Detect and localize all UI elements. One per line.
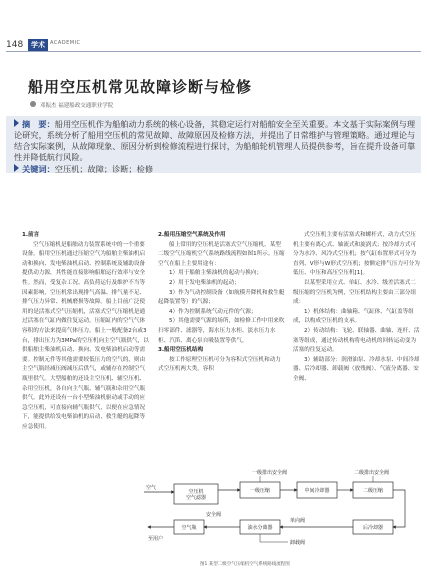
- stage1-label: 一级压缩: [249, 488, 271, 494]
- list-item: 1）用于船舶主柴油机的起动与换向；: [169, 270, 263, 277]
- flow-diagram: [140, 462, 422, 558]
- paragraph: 以某型采用立式、单缸、水冷、级差活塞式二级压缩的空压机为例，空压机结构主要由三部分组成：: [293, 279, 417, 306]
- air-inlet-label: 空气: [146, 485, 157, 491]
- abstract-box: [6, 116, 421, 173]
- intercooler-label: 中间冷却器: [304, 488, 330, 494]
- section-heading: 1.前言: [22, 232, 40, 238]
- aftercooler-label: 后冷却器: [362, 525, 384, 531]
- keywords-label: 关键词：: [22, 164, 55, 174]
- section-tag-en: ACADEMIC: [50, 40, 81, 46]
- author-icon: [30, 101, 36, 107]
- column-3: [293, 231, 421, 385]
- column-1: [22, 231, 150, 432]
- air-filter-label: 空压机空气滤器: [185, 489, 207, 501]
- figure-caption: 图1 某型二级空气压缩机空气系统路线流程图: [200, 562, 290, 567]
- list-item: 3）作为气动控制设备（如航模升降机和救生艇起降装置等）的气源；: [158, 289, 285, 306]
- keywords-body: 空压机；故障；诊断；检修: [54, 164, 154, 174]
- list-item: 5）其他需要气源的场所，如检修工作中用来吹扫零部件、滤器等，海水压力水柜、淡水压力水柜、汽笛、离心泵自吸装置等供气。: [158, 318, 285, 344]
- abstract-text: [14, 119, 418, 163]
- bullet-icon: [14, 119, 19, 127]
- relief-valve-label: 安全阀: [206, 512, 222, 518]
- list-item: 2）用于发电柴油机的起动；: [169, 279, 240, 286]
- paragraph: 船上常用的空压机是活塞式空气压缩机，某型二级空气压缩机空气系统路线流程如图1所示。压缩空气在船上主要用途有：: [158, 241, 285, 267]
- paragraph: 3）辅助部分：润滑油泵、冷却水泵、中间冷却器、后冷却器、卸载阀（放残阀）、气液分离器、安全阀、: [293, 356, 420, 382]
- air-bottle-label: 空气瓶: [181, 525, 197, 531]
- stage2-safety-label: 二级排出安全阀: [354, 470, 390, 476]
- section-tag: 学术: [28, 39, 48, 51]
- paragraph: 1）机体结构：曲轴箱、气缸体、气缸盖等组成，以构成空压机的支承。: [293, 308, 414, 325]
- column-2: [158, 231, 286, 375]
- paragraph: 式空压机主要有活塞式和螺杆式，动力式空压机主要有离心式、轴流式和旋涡式；按冷却方式可分为水冷、风冷式空压机；按气缸布置形式可分为直列、V形与W形式空压机；按额定排气压力可分为低压、中压和高压空压机[1]。: [293, 232, 420, 277]
- paragraph: 按工作原理空压机可分为容积式空压机和动力式空压机两大类，容积: [158, 356, 281, 373]
- article-title: 船用空压机常见故障诊断与检修: [28, 78, 253, 96]
- check-valve-label: 单向阀: [290, 518, 306, 524]
- bullet-icon: [14, 164, 19, 172]
- abstract-body: 船用空压机作为船舶动力系统的核心设备，其稳定运行对船舶安全至关重要。本文基于实际案例与理论研究，系统分析了船用空压机的常见故障、故障原因及检修方法，并提出了日常维护与管理策略。通过理论与结合实际案例，从故障现象、原因分析到检修流程进行探讨，为船舶轮机管理人员提供参考，旨在提升设备可靠性并降低航行风险。: [14, 119, 416, 162]
- section-heading: 3.船用空压机结构: [158, 347, 204, 354]
- keywords: [14, 164, 153, 175]
- stage2-label: 二级压缩: [362, 488, 384, 494]
- paragraph: 空气压缩机是船舶动力装置系统中的一个重要设备。船用空压机通过压缩空气为船舶主柴油机启动和换向、发电柴油机启动、控制系统及辅助设备提供动力源，其性能直接影响船舶运行效率与安全性。然而，受复杂工况、高负荷运行及维护不当等因素影响，空压机常出现排气高温、排气量不足、排气压力异常、机械磨损等故障。船上目前广泛使用的是活塞式空气压缩机，活塞式空气压缩机是通过活塞在气缸内做往复运动，压缩缸内的空气气体容积的方法来提高气体压力。船上一般配备2台或3台，排出压力为3MPa的空压机向主空气瓶供气，以供船舶主柴油机启动、换向、发电柴油机启动等需要。控制元件等其他需要较低压力的空气的，则由主空气瓶经减压阀减压后供气，或辅存在控制空气瓶里供气。大型船舶的还设主空压机、辅空压机、杂用空压机，各自向主气瓶、辅气瓶和杂用空气瓶供气。此外还设有一台小型柴油机驱动或手动的应急空压机，可直接向辅气瓶供气，以便在应急情况下，能提供给发电柴油机的启动，救生艇的起降等应急使用。: [22, 241, 149, 430]
- article-author: 邓振杰 福建船政交通职业学院: [40, 103, 114, 109]
- unload-valve-label: 卸载阀: [290, 540, 306, 546]
- paragraph: 2）传动结构：飞轮、联轴器、曲轴、连杆、活塞等组成，通过传动机构将电动机的回转运动变为活塞的往复运动。: [293, 327, 420, 354]
- list-item: 4）作为控制系统气动元件的气源；: [169, 308, 257, 315]
- abstract-label: 摘 要：: [22, 119, 55, 129]
- stage1-safety-label: 一级排出安全阀: [252, 470, 288, 476]
- oil-water-sep-label: 油水分离器: [247, 525, 273, 531]
- section-heading: 2.船用压缩空气系统及作用: [158, 232, 226, 238]
- header-rule: [6, 51, 421, 52]
- page-number: 148: [6, 40, 24, 50]
- to-users-label: 至用户: [148, 536, 164, 542]
